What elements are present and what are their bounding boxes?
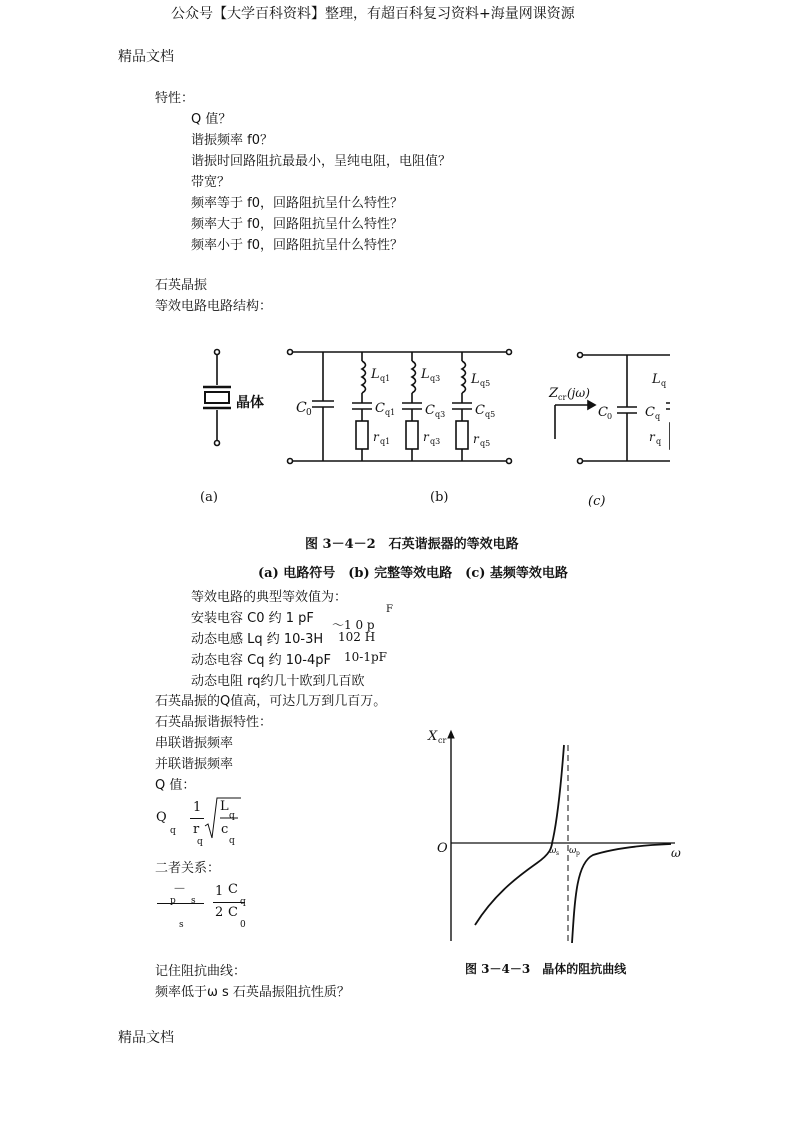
fraction-bar [213, 902, 245, 903]
formula-q-r: r [193, 822, 200, 837]
formula-q-l: L [220, 799, 229, 814]
formula-rel-s: s [191, 896, 196, 906]
ws-label: ω [549, 846, 557, 856]
lq-label: L [652, 372, 661, 387]
formula-rel-one: 1 [215, 884, 224, 899]
branch-q3 [402, 352, 422, 461]
lq1-label: L [371, 367, 380, 382]
formula-rel-cbot-sub: 0 [240, 920, 246, 930]
rq-sub: q [656, 437, 662, 446]
parallel-resonance: 并联谐振频率 [155, 757, 234, 772]
impedance-curve-figure [425, 725, 685, 955]
crystal-title: 石英晶振 [155, 278, 208, 293]
question-text: 频率低于ω s 石英晶振阻抗性质？ [155, 985, 350, 1000]
rq5-label: r [473, 432, 479, 446]
lq-typical: 动态电感 Lq 约 10-3H [191, 632, 324, 647]
crystal-label: 晶体 [236, 395, 264, 411]
y-axis-label-sub: cr [438, 736, 447, 745]
cq1-sub: q1 [385, 408, 396, 417]
lq1-sub: q1 [380, 374, 391, 383]
lq-typical-tail: 102 H [338, 630, 376, 644]
cq3-label: C [425, 403, 435, 418]
ws-sub: s [556, 850, 560, 857]
equiv-label: 等效电路电路结构： [155, 299, 273, 314]
wp-sub: p [576, 850, 580, 857]
terminal-icon [215, 350, 220, 355]
c0-label: C [296, 400, 307, 416]
formula-q-r-sub: q [197, 837, 203, 847]
figure-342-subcaption: (a) 电路符号 (b) 完整等效电路 (c) 基频等效电路 [258, 566, 568, 581]
c0-typical-sup: F [386, 604, 393, 615]
lc-item: 谐振时回路阻抗最最小，呈纯电阻，电阻值？ [191, 154, 452, 169]
lq3-sub: q3 [430, 374, 441, 383]
label-a: (a) [200, 490, 218, 505]
c0-label-c: C [598, 405, 608, 420]
lc-item: 带宽？ [191, 175, 231, 190]
formula-rel-two: 2 [215, 905, 224, 920]
rq5-sub: q5 [480, 439, 491, 448]
formula-q-l-sub: q [229, 811, 235, 821]
rq3-label: r [423, 430, 429, 444]
lq3-label: L [421, 367, 430, 382]
lq-sub: q [661, 379, 667, 388]
lc-item: 频率大于 f0，回路阻抗呈什么特性？ [191, 217, 403, 232]
formula-rel-ctop: C [228, 882, 238, 897]
watermark-bottom: 精品文档 [118, 1030, 174, 1046]
lc-heading: 特性： [155, 91, 195, 106]
formula-q-sub: q [170, 826, 176, 836]
cq1-label: C [375, 401, 385, 416]
rq-typical: 动态电阻 rq约几十欧到几百欧 [191, 674, 365, 689]
label-b: (b) [430, 490, 449, 505]
cq5-sub: q5 [485, 410, 496, 419]
zcr-arg: (jω) [567, 386, 590, 400]
wp-label: ω [569, 846, 577, 856]
relation-label: 二者关系： [155, 861, 221, 876]
formula-rel-cbot: C [228, 905, 238, 920]
lc-item: 谐振频率 f0？ [191, 133, 273, 148]
rq-label: r [649, 430, 655, 444]
formula-q-c: c [221, 822, 229, 837]
reactance-branch-right [572, 844, 671, 943]
lq5-label: L [471, 372, 480, 387]
formula-rel-p: p [170, 896, 176, 906]
c0-sub: 0 [306, 408, 312, 418]
lc-item: 频率小于 f0，回路阻抗呈什么特性？ [191, 238, 403, 253]
cq-typical-tail: 10-1pF [344, 650, 387, 664]
remember-label: 记住阻抗曲线： [155, 964, 247, 979]
cq-sub: q [655, 412, 661, 421]
cq5-label: C [475, 403, 485, 418]
formula-q-symbol: Q [156, 810, 167, 825]
rq1-label: r [373, 430, 379, 444]
formula-q-numerator: 1 [193, 800, 202, 815]
series-resonance: 串联谐振频率 [155, 736, 234, 751]
c0-typical: 安装电容 C0 约 1 pF [191, 611, 314, 626]
rq1-sub: q1 [380, 437, 391, 446]
watermark-top: 精品文档 [118, 49, 174, 65]
figure-342-caption: 图 3－4－2 石英谐振器的等效电路 [305, 537, 519, 552]
formula-rel-line [157, 903, 204, 904]
terminal-icon [215, 441, 220, 446]
zcr-sub: cr [558, 393, 567, 402]
label-c: (c) [588, 494, 606, 509]
y-axis-label: X [428, 729, 438, 744]
figure-343-caption: 图 3－4－3 晶体的阻抗曲线 [465, 962, 627, 976]
q-high-text: 石英晶振的Q值高，可达几万到几百万。 [155, 694, 387, 709]
lc-item: 频率等于 f0，回路阻抗呈什么特性？ [191, 196, 403, 211]
formula-rel-s2: s [179, 920, 184, 930]
cq-label: C [645, 405, 655, 420]
branch-q5 [452, 352, 472, 461]
c0-sub-c: 0 [607, 412, 613, 421]
branch-q1 [352, 352, 372, 461]
fraction-bar [190, 818, 204, 819]
header-banner: 公众号【大学百科资料】整理，有超百科复习资料+海量网课资源 [171, 6, 575, 22]
lq5-sub: q5 [480, 379, 491, 388]
rq3-sub: q3 [430, 437, 441, 446]
formula-q-c-sub: q [229, 836, 235, 846]
x-axis-label: ω [671, 846, 681, 860]
origin-label: O [437, 841, 448, 856]
reactance-branch-left [475, 745, 564, 925]
c0-typical-tail: ～1 0 p [332, 618, 375, 632]
zcr-label: Z [549, 386, 559, 401]
equivalent-circuit-figure [190, 335, 670, 520]
lc-item: Q 值？ [191, 112, 232, 127]
cq3-sub: q3 [435, 410, 446, 419]
q-value-label: Q 值： [155, 778, 196, 793]
typical-heading: 等效电路的典型等效值为： [191, 590, 348, 605]
cq-typical: 动态电容 Cq 约 10-4pF [191, 653, 331, 668]
resonance-heading: 石英晶振谐振特性： [155, 715, 273, 730]
formula-rel-dash: － [173, 882, 187, 897]
